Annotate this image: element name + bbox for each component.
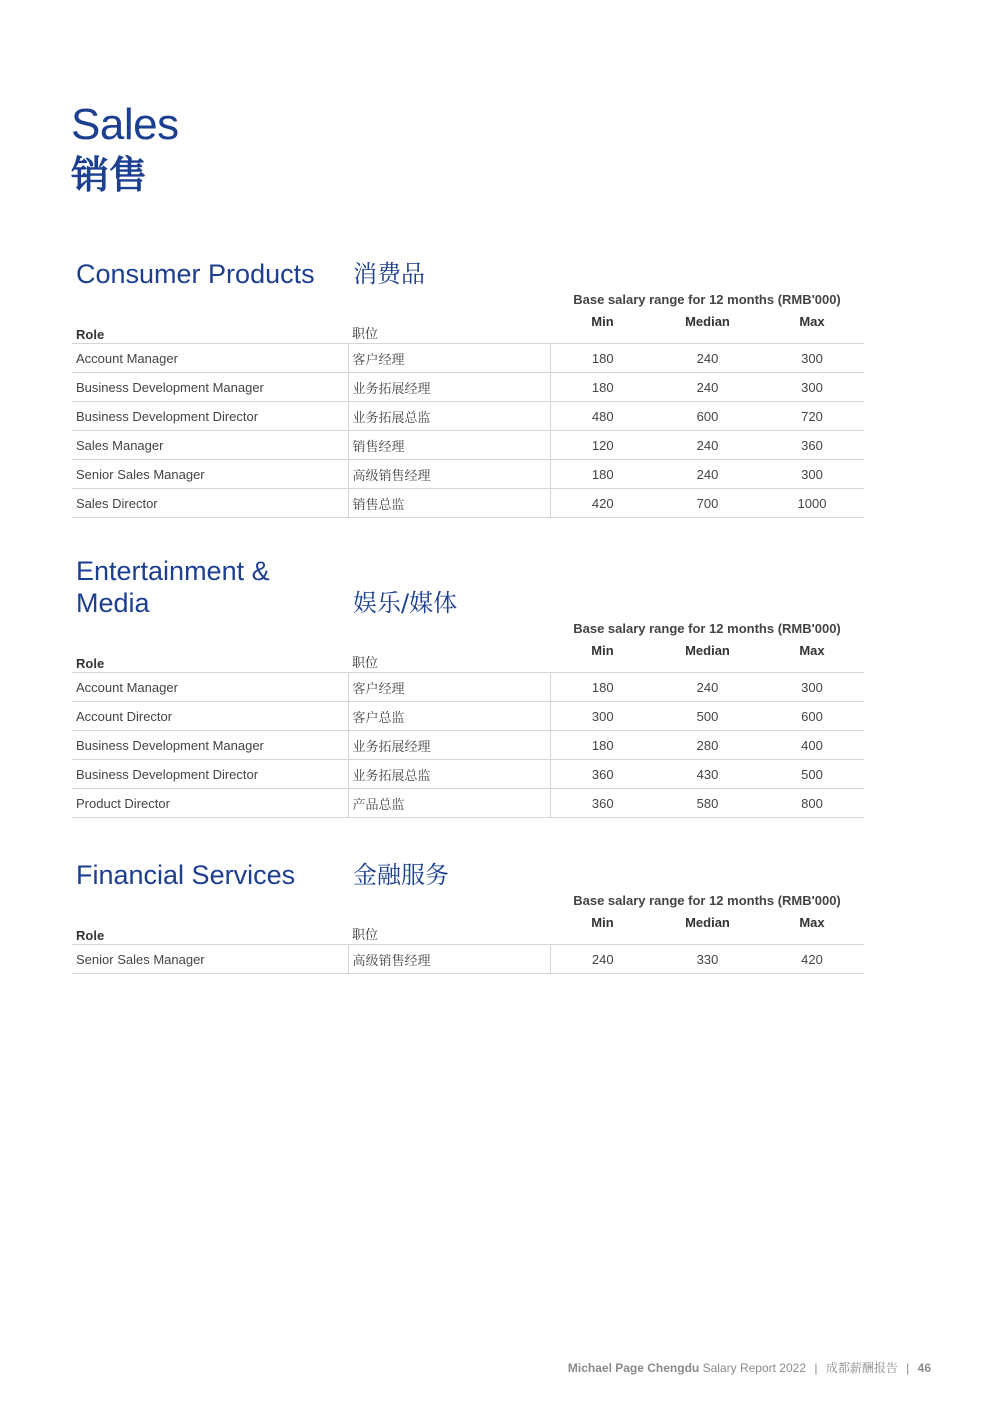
role-cell: Account Manager [72,344,348,373]
header-max: Max [760,314,864,344]
table-row [72,344,864,373]
page-title [71,100,179,200]
median-cell: 580 [655,789,760,818]
header-role-cn: 职位 [348,915,550,945]
table-row [72,760,864,789]
role-cell: Account Director [72,702,348,731]
role-cn-cell: 高级销售经理 [348,460,550,489]
max-cell: 300 [760,673,864,702]
min-cell: 180 [550,373,655,402]
role-cn-cell: 销售总监 [348,489,550,518]
role-cell: Business Development Director [72,402,348,431]
section-title-en: Consumer Products [76,259,315,289]
table-row [72,731,864,760]
salary-range-caption: Base salary range for 12 months (RMB'000) [573,621,841,636]
footer-separator: | [814,1361,818,1375]
role-cn-cell: 高级销售经理 [348,945,550,974]
table-row [72,489,864,518]
role-cell: Sales Manager [72,431,348,460]
section-heading [72,250,864,290]
role-cell: Senior Sales Manager [72,945,348,974]
footer-brand: Michael Page Chengdu [567,1361,700,1375]
median-cell: 240 [655,431,760,460]
max-cell: 400 [760,731,864,760]
max-cell: 300 [760,344,864,373]
median-cell: 500 [655,702,760,731]
median-cell: 600 [655,402,760,431]
role-cn-cell: 业务拓展总监 [348,760,550,789]
role-cn-cell: 产品总监 [348,789,550,818]
section-heading [72,547,864,619]
section-consumer-products [72,250,864,513]
median-cell: 240 [655,460,760,489]
median-cell: 700 [655,489,760,518]
min-cell: 120 [550,431,655,460]
table-row [72,945,864,974]
role-cn-cell: 销售经理 [348,431,550,460]
min-cell: 180 [550,460,655,489]
section-title-cn: 金融服务 [353,861,449,889]
header-role: Role [72,643,348,673]
table-row [72,373,864,402]
table-row [72,702,864,731]
header-max: Max [760,643,864,673]
section-financial-services [72,851,864,969]
header-min: Min [550,915,655,945]
max-cell: 360 [760,431,864,460]
salary-range-caption: Base salary range for 12 months (RMB'000) [573,292,841,307]
min-cell: 240 [550,945,655,974]
section-title-en-line1: Entertainment & [76,556,270,586]
max-cell: 600 [760,702,864,731]
min-cell: 360 [550,760,655,789]
page-number: 46 [917,1361,931,1375]
median-cell: 280 [655,731,760,760]
header-median: Median [655,314,760,344]
min-cell: 300 [550,702,655,731]
role-cn-cell: 客户经理 [348,673,550,702]
header-median: Median [655,643,760,673]
footer-report: Salary Report 2022 [702,1361,806,1375]
role-cell: Business Development Manager [72,373,348,402]
table-header-row [72,915,864,945]
header-role: Role [72,314,348,344]
page-title-cn: 销售 [71,153,148,197]
max-cell: 300 [760,373,864,402]
table-row [72,789,864,818]
section-heading [72,851,864,891]
role-cn-cell: 业务拓展总监 [348,402,550,431]
role-cell: Account Manager [72,673,348,702]
max-cell: 1000 [760,489,864,518]
min-cell: 360 [550,789,655,818]
median-cell: 240 [655,344,760,373]
section-title-en: Financial Services [76,860,296,890]
header-role: Role [72,915,348,945]
header-min: Min [550,314,655,344]
table-row [72,460,864,489]
role-cell: Product Director [72,789,348,818]
max-cell: 420 [760,945,864,974]
page-title-en: Sales [71,100,179,149]
header-min: Min [550,643,655,673]
header-role-cn: 职位 [348,314,550,344]
salary-table [72,314,864,518]
section-title-en [76,555,270,619]
median-cell: 240 [655,373,760,402]
median-cell: 430 [655,760,760,789]
role-cell: Business Development Director [72,760,348,789]
max-cell: 720 [760,402,864,431]
role-cn-cell: 客户总监 [348,702,550,731]
footer-separator: | [906,1361,910,1375]
section-title-cn: 娱乐/媒体 [353,589,458,617]
salary-table [72,915,864,974]
table-header-row [72,643,864,673]
min-cell: 180 [550,673,655,702]
table-row [72,402,864,431]
role-cell: Business Development Manager [72,731,348,760]
median-cell: 240 [655,673,760,702]
min-cell: 180 [550,731,655,760]
salary-range-caption: Base salary range for 12 months (RMB'000) [573,893,841,908]
section-title-en-line2: Media [76,588,150,618]
header-max: Max [760,915,864,945]
max-cell: 800 [760,789,864,818]
header-median: Median [655,915,760,945]
role-cn-cell: 业务拓展经理 [348,373,550,402]
max-cell: 300 [760,460,864,489]
section-entertainment-media [72,547,864,813]
section-title-cn: 消费品 [353,260,425,288]
role-cell: Senior Sales Manager [72,460,348,489]
min-cell: 420 [550,489,655,518]
salary-table [72,643,864,818]
median-cell: 330 [655,945,760,974]
table-row [72,431,864,460]
max-cell: 500 [760,760,864,789]
header-role-cn: 职位 [348,643,550,673]
role-cn-cell: 客户经理 [348,344,550,373]
table-row [72,673,864,702]
page-footer [568,1359,931,1376]
table-header-row [72,314,864,344]
role-cn-cell: 业务拓展经理 [348,731,550,760]
role-cell: Sales Director [72,489,348,518]
min-cell: 180 [550,344,655,373]
footer-report-cn: 成都薪酬报告 [825,1361,898,1375]
min-cell: 480 [550,402,655,431]
